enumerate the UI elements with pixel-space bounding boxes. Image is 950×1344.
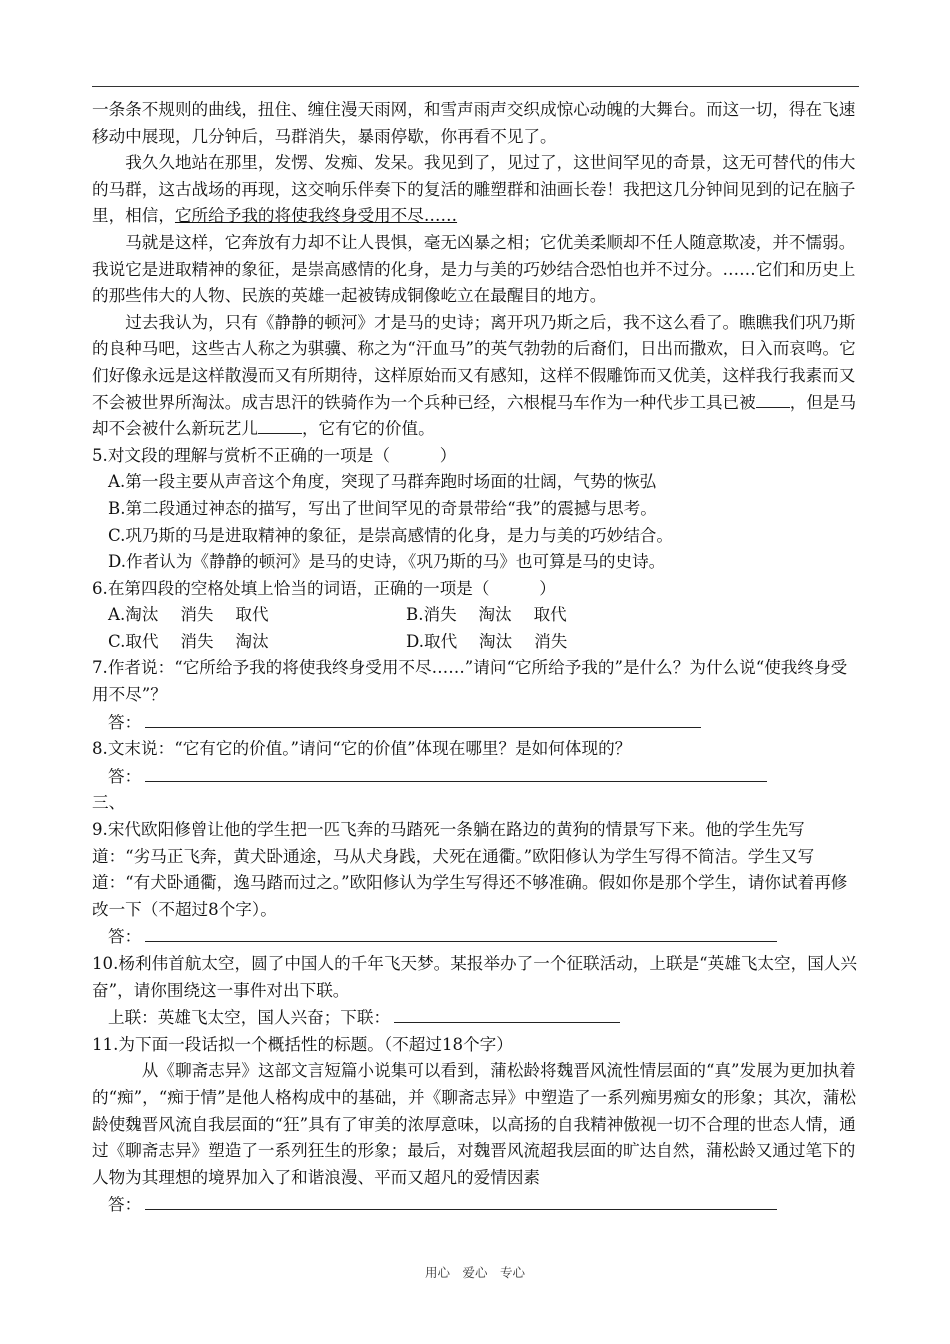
question-9-stem: 9.宋代欧阳修曾让他的学生把一匹飞奔的马踏死一条躺在路边的黄狗的情景写下来。他的学生先写道：“劣马正飞奔，黄犬卧通途，马从犬身践，犬死在通衢。”欧阳修认为学生写得不简洁。学生又写道：“有犬卧通衢，逸马踏而过之。”欧阳修认为学生写得还不够准确。假如你是那个学生，请你试着再修改一下（不超过8个字）。 — [92, 820, 848, 919]
answer-label: 答： — [108, 1195, 142, 1215]
answer-label: 答： — [108, 766, 142, 786]
answer-label: 答： — [108, 712, 142, 732]
page-footer: 用心 爱心 专心 — [424, 1265, 525, 1280]
question-6-stem: 6.在第四段的空格处填上恰当的词语，正确的一项是（ ） — [92, 578, 556, 598]
q11-answer-row — [92, 1191, 859, 1219]
underlined-sentence: 它所给予我的将使我终身受用不尽…… — [174, 206, 458, 226]
question-7-stem: 7.作者说：“它所给予我的将使我终身受用不尽……”请问“它所给予我的”是什么？为什么说“使我终身受用不尽”？ — [92, 658, 848, 705]
question-10-stem: 10.杨利伟首航太空，圆了中国人的千年飞天梦。某报举办了一个征联活动，上联是“英雄飞太空，国人兴奋”，请你围绕这一事件对出下联。 — [92, 954, 857, 1000]
q6-option-c[interactable]: C.取代 消失 淘汰 — [108, 631, 269, 651]
passage-paragraph-4 — [92, 310, 859, 443]
q9-answer-row — [92, 923, 859, 951]
section-heading: 三、 — [92, 793, 126, 813]
passage-paragraph-3: 马就是这样，它奔放有力却不让人畏惧，毫无凶暴之相；它优美柔顺却不任人随意欺凌，并不懦弱。我说它是进取精神的象征，是崇高感情的化身，是力与美的巧妙结合恐怕也并不过分。……它们和历史上的那些伟大的人物、民族的英雄一起被铸成铜像屹立在最醒目的地方。 — [92, 232, 856, 306]
question-8-stem: 8.文末说：“它有它的价值。”请问“它的价值”体现在哪里？是如何体现的？ — [92, 739, 632, 759]
fill-blank-2[interactable] — [258, 417, 302, 434]
question-11-stem: 11.为下面一段话拟一个概括性的标题。（不超过18个字） — [92, 1034, 513, 1054]
question-5-stem: 5.对文段的理解与赏析不正确的一项是（ ） — [92, 445, 457, 465]
q7-answer-line[interactable] — [145, 709, 701, 728]
q9-answer-line[interactable] — [145, 923, 777, 942]
answer-label: 答： — [108, 927, 142, 947]
q6-option-b[interactable]: B.消失 淘汰 取代 — [406, 605, 567, 625]
passage-paragraph-1: 一条条不规则的曲线，扭住、缠住漫天雨网，和雪声雨声交织成惊心动魄的大舞台。而这一切，得在飞速移动中展现，几分钟后，马群消失，暴雨停歇，你再看不见了。 — [92, 100, 856, 146]
fill-blank-1[interactable] — [756, 391, 790, 408]
q5-option-d[interactable]: D.作者认为《静静的顿河》是马的史诗，《巩乃斯的马》也可算是马的史诗。 — [108, 552, 666, 572]
q6-options-row-2 — [92, 629, 859, 656]
q6-options-row-1 — [92, 602, 859, 629]
q6-option-a[interactable]: A.淘汰 消失 取代 — [108, 605, 269, 625]
q5-option-c[interactable]: C.巩乃斯的马是进取精神的象征，是崇高感情的化身，是力与美的巧妙结合。 — [108, 525, 673, 545]
passage-text: 过去我认为，只有《静静的顿河》才是马的史诗；离开巩乃斯之后，我不这么看了。瞧瞧我们巩乃斯的良种马吧，这些古人称之为骐骥、称之为“汗血马”的英气勃勃的后裔们，日出而撒欢，日入而哀鸣。它们好像永远是这样散漫而又有所期待，这样原始而又有感知，这样不假雕饰而又优美，这样我行我素而又不会被世界所淘汰。成吉思汗的铁骑作为一个兵种已经，六根棍马车作为一种代步工具已被 — [92, 312, 856, 412]
q5-option-b[interactable]: B.第二段通过神态的描写，写出了世间罕见的奇景带给“我”的震撼与思考。 — [108, 498, 657, 518]
q11-answer-line[interactable] — [145, 1191, 777, 1210]
q11-passage: 从《聊斋志异》这部文言短篇小说集可以看到，蒲松龄将魏晋风流性情层面的“真”发展为更加执着的“痴”，“痴于情”是他人格构成中的基础，并《聊斋志异》中塑造了一系列痴男痴女的形象；其次，蒲松龄使魏晋风流自我层面的“狂”具有了审美的浓厚意味，以高扬的自我精神傲视一切不合理的世态人情，通过《聊斋志异》塑造了一系列狂生的形象；最后，对魏晋风流超我层面的旷达自然，蒲松龄又通过笔下的人物为其理想的境界加入了和谐浪漫、平而又超凡的爱情因素 — [92, 1061, 857, 1187]
passage-text: ，但是马却不会被什么新玩艺儿 — [92, 392, 857, 439]
q8-answer-line[interactable] — [145, 763, 767, 782]
q5-option-a[interactable]: A.第一段主要从声音这个角度，突现了马群奔跑时场面的壮阔，气势的恢弘 — [108, 472, 657, 492]
couplet-text: 上联：英雄飞太空，国人兴奋；下联： — [108, 1008, 391, 1028]
document-body — [92, 97, 859, 1219]
q7-answer-row — [92, 709, 859, 737]
q10-couplet-row — [92, 1004, 859, 1032]
passage-text: 我久久地站在那里，发愣、发痴、发呆。我见到了，见过了，这世间罕见的奇景，这无可替代的伟大的马群，这古战场的再现，这交响乐伴奏下的复活的雕塑群和油画长卷！我把这几分钟间见到的记在脑子里，相信， — [92, 153, 856, 226]
passage-paragraph-2 — [92, 150, 859, 230]
passage-text: ，它有它的价值。 — [301, 419, 435, 439]
q10-answer-line[interactable] — [394, 1004, 620, 1023]
header-rule — [92, 86, 859, 87]
q8-answer-row — [92, 763, 859, 791]
q6-option-d[interactable]: D.取代 淘汰 消失 — [406, 631, 568, 651]
